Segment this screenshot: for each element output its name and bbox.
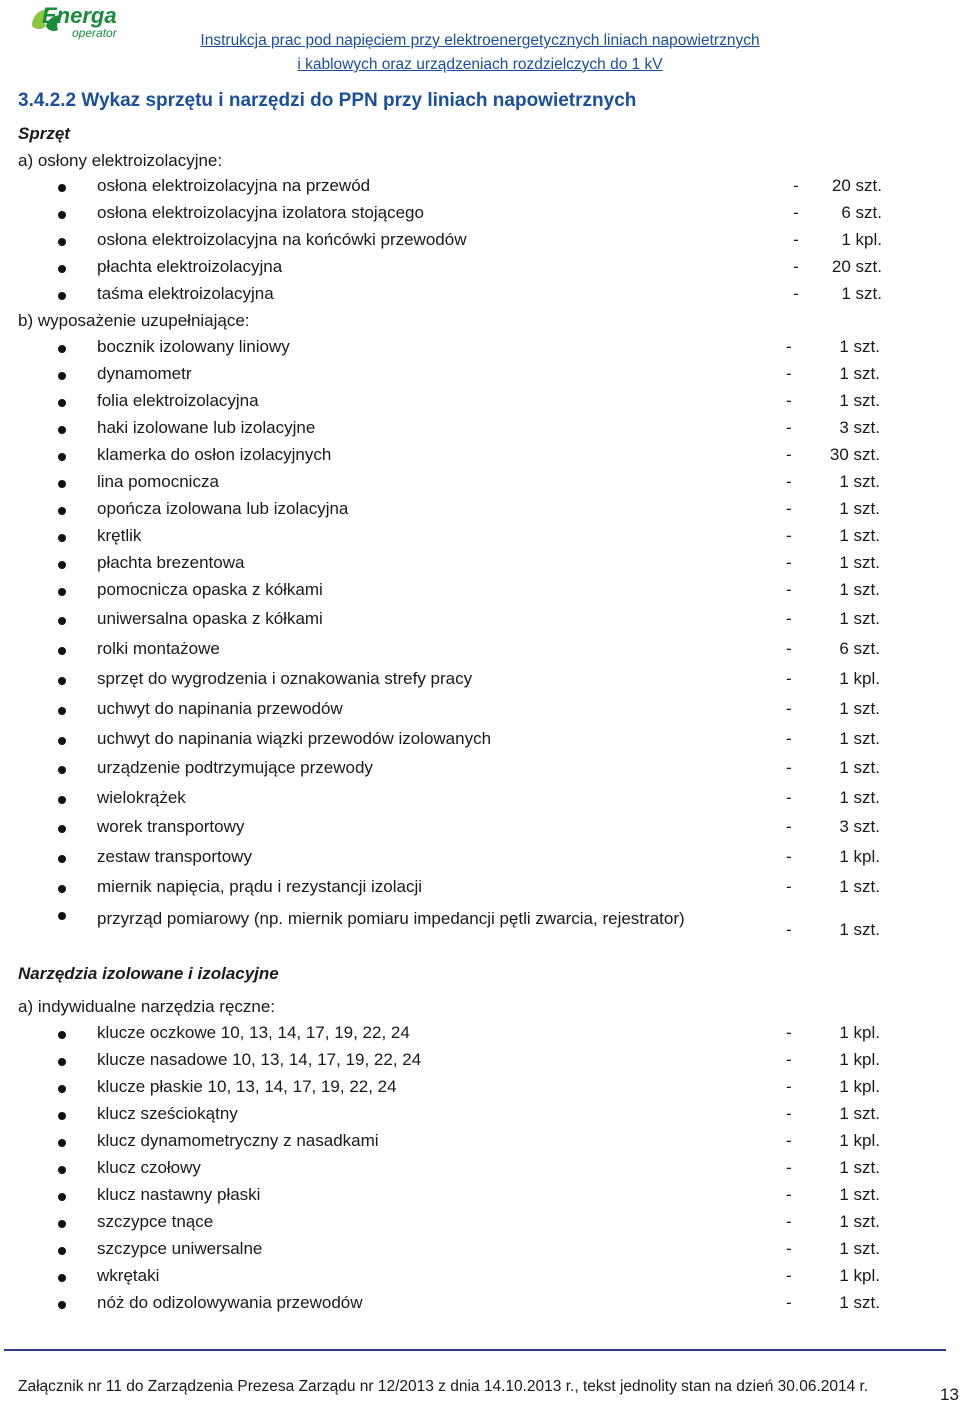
item-name: folia elektroizolacyjna [97, 391, 259, 410]
item-name: sprzęt do wygrodzenia i oznakowania strefy pracy [97, 669, 473, 688]
section-title: 3.4.2.2 Wykaz sprzętu i narzędzi do PPN przy liniach napowietrznych [18, 90, 637, 111]
item-dash: - [786, 920, 792, 939]
item-dash: - [786, 758, 792, 777]
footer-divider [4, 1349, 946, 1351]
item-name: przyrząd pomiarowy (np. miernik pomiaru impedancji pętli zwarcia, rejestrator) [97, 909, 685, 928]
item-dash: - [786, 1239, 792, 1258]
item-dash: - [786, 1050, 792, 1069]
list-item [0, 203, 960, 229]
item-quantity: 1 szt. [839, 1212, 880, 1231]
bullet-icon [58, 1085, 66, 1093]
item-dash: - [793, 176, 799, 195]
item-quantity: 1 szt. [839, 391, 880, 410]
item-quantity: 1 kpl. [839, 1266, 880, 1285]
item-quantity: 1 szt. [839, 1158, 880, 1177]
item-name: taśma elektroizolacyjna [97, 284, 274, 303]
item-name: wkrętaki [97, 1266, 160, 1285]
item-name: dynamometr [97, 364, 192, 383]
item-quantity: 1 szt. [839, 1239, 880, 1258]
list-item [0, 1266, 960, 1292]
bullet-icon [58, 480, 66, 488]
item-dash: - [786, 699, 792, 718]
item-name: zestaw transportowy [97, 847, 252, 866]
item-quantity: 1 szt. [839, 699, 880, 718]
list-item [0, 1023, 960, 1049]
footer-text: Załącznik nr 11 do Zarządzenia Prezesa Zarządu nr 12/2013 z dnia 14.10.2013 r., tekst jednolity stan na dzień 30.06.2014 r. [18, 1378, 869, 1395]
item-dash: - [786, 580, 792, 599]
item-dash: - [786, 1293, 792, 1312]
list-item [0, 847, 960, 873]
list-item [0, 877, 960, 903]
list-item [0, 472, 960, 498]
list-item [0, 337, 960, 363]
item-name: osłona elektroizolacyjna na przewód [97, 176, 371, 195]
list-item [0, 1104, 960, 1130]
item-quantity: 20 szt. [831, 257, 882, 276]
item-name: klucz nastawny płaski [97, 1185, 261, 1204]
bullet-icon [58, 647, 66, 655]
item-name: krętlik [97, 526, 142, 545]
bullet-icon [58, 912, 66, 920]
list-item [0, 817, 960, 843]
item-dash: - [786, 1266, 792, 1285]
item-quantity: 1 kpl. [839, 1023, 880, 1042]
list-item [0, 580, 960, 606]
item-quantity: 1 szt. [839, 1104, 880, 1123]
item-dash: - [786, 337, 792, 356]
bullet-icon [58, 617, 66, 625]
bullet-icon [58, 372, 66, 380]
item-name: szczypce uniwersalne [97, 1239, 263, 1258]
item-name: uchwyt do napinania wiązki przewodów izolowanych [97, 729, 492, 748]
list-item [0, 364, 960, 390]
bullet-icon [58, 677, 66, 685]
item-quantity: 1 szt. [839, 877, 880, 896]
item-dash: - [786, 817, 792, 836]
item-name: klucz czołowy [97, 1158, 201, 1177]
item-name: lina pomocnicza [97, 472, 219, 491]
bullet-icon [58, 399, 66, 407]
item-name: opończa izolowana lub izolacyjna [97, 499, 349, 518]
list-item [0, 788, 960, 814]
item-dash: - [786, 669, 792, 688]
item-dash: - [786, 499, 792, 518]
list-item [0, 445, 960, 471]
list-item [0, 639, 960, 665]
item-dash: - [793, 257, 799, 276]
item-quantity: 1 szt. [839, 580, 880, 599]
bullet-icon [58, 588, 66, 596]
item-quantity: 1 szt. [839, 553, 880, 572]
item-name: urządzenie podtrzymujące przewody [97, 758, 373, 777]
item-dash: - [793, 230, 799, 249]
item-name: pomocnicza opaska z kółkami [97, 580, 323, 599]
list-item [0, 553, 960, 579]
bullet-icon [58, 292, 66, 300]
item-quantity: 1 szt. [839, 758, 880, 777]
sprzet-category-a: a) osłony elektroizolacyjne: [18, 151, 223, 170]
bullet-icon [58, 766, 66, 774]
list-item [0, 1158, 960, 1184]
item-name: miernik napięcia, prądu i rezystancji izolacji [97, 877, 423, 896]
list-item [0, 257, 960, 283]
item-quantity: 1 kpl. [839, 1050, 880, 1069]
item-quantity: 1 szt. [839, 788, 880, 807]
bullet-icon [58, 1220, 66, 1228]
sprzet-category-b: b) wyposażenie uzupełniające: [18, 311, 250, 330]
item-dash: - [786, 788, 792, 807]
item-name: płachta elektroizolacyjna [97, 257, 283, 276]
list-item [0, 391, 960, 417]
item-name: klucze nasadowe 10, 13, 14, 17, 19, 22, 24 [97, 1050, 422, 1069]
item-dash: - [786, 1077, 792, 1096]
list-item [0, 1239, 960, 1265]
item-dash: - [786, 445, 792, 464]
item-name: klucze płaskie 10, 13, 14, 17, 19, 22, 24 [97, 1077, 397, 1096]
bullet-icon [58, 1166, 66, 1174]
item-quantity: 1 szt. [839, 526, 880, 545]
item-quantity: 1 szt. [839, 920, 880, 939]
logo-subtitle: operator [72, 26, 117, 40]
bullet-icon [58, 825, 66, 833]
item-name: klucze oczkowe 10, 13, 14, 17, 19, 22, 24 [97, 1023, 410, 1042]
list-item [0, 176, 960, 202]
bullet-icon [58, 345, 66, 353]
list-item [0, 729, 960, 755]
bullet-icon [58, 855, 66, 863]
logo-brand: Energa [42, 3, 117, 28]
bullet-icon [58, 184, 66, 192]
item-quantity: 1 szt. [839, 499, 880, 518]
bullet-icon [58, 1112, 66, 1120]
list-item [0, 1212, 960, 1238]
item-name: szczypce tnące [97, 1212, 214, 1231]
item-name: klucz sześciokątny [97, 1104, 238, 1123]
bullet-icon [58, 707, 66, 715]
bullet-icon [58, 1139, 66, 1147]
item-name: płachta brezentowa [97, 553, 245, 572]
item-dash: - [786, 526, 792, 545]
item-quantity: 6 szt. [841, 203, 882, 222]
list-item [0, 1185, 960, 1211]
bullet-icon [58, 211, 66, 219]
list-item [0, 1050, 960, 1076]
item-name: rolki montażowe [97, 639, 220, 658]
item-dash: - [786, 1023, 792, 1042]
item-dash: - [786, 609, 792, 628]
item-quantity: 1 kpl. [839, 847, 880, 866]
item-name: nóż do odizolowywania przewodów [97, 1293, 363, 1312]
bullet-icon [58, 265, 66, 273]
header-line-2: i kablowych oraz urządzeniach rozdzielczych do 1 kV [297, 56, 663, 73]
item-quantity: 20 szt. [831, 176, 882, 195]
item-name: klamerka do osłon izolacyjnych [97, 445, 332, 464]
list-item [0, 699, 960, 725]
item-name: wielokrążek [97, 788, 186, 807]
bullet-icon [58, 1031, 66, 1039]
bullet-icon [58, 1274, 66, 1282]
list-item [0, 609, 960, 635]
bullet-icon [58, 1247, 66, 1255]
item-dash: - [786, 847, 792, 866]
item-dash: - [786, 1131, 792, 1150]
item-name: klucz dynamometryczny z nasadkami [97, 1131, 379, 1150]
list-item [0, 669, 960, 695]
bullet-icon [58, 507, 66, 515]
item-quantity: 1 kpl. [839, 669, 880, 688]
bullet-icon [58, 426, 66, 434]
item-dash: - [786, 1212, 792, 1231]
bullet-icon [58, 1193, 66, 1201]
item-quantity: 1 kpl. [839, 1131, 880, 1150]
list-item [0, 284, 960, 310]
item-quantity: 1 szt. [839, 364, 880, 383]
narzedzia-heading: Narzędzia izolowane i izolacyjne [18, 964, 279, 983]
item-dash: - [786, 639, 792, 658]
list-item [0, 904, 960, 960]
item-dash: - [786, 1158, 792, 1177]
list-item [0, 418, 960, 444]
item-dash: - [793, 284, 799, 303]
item-dash: - [786, 364, 792, 383]
bullet-icon [58, 453, 66, 461]
item-dash: - [786, 1185, 792, 1204]
list-item [0, 1131, 960, 1157]
item-quantity: 1 szt. [839, 472, 880, 491]
bullet-icon [58, 885, 66, 893]
list-item [0, 499, 960, 525]
item-dash: - [786, 1104, 792, 1123]
bullet-icon [58, 1058, 66, 1066]
item-name: osłona elektroizolacyjna na końcówki przewodów [97, 230, 467, 249]
list-item [0, 1077, 960, 1103]
item-quantity: 1 kpl. [839, 1077, 880, 1096]
item-quantity: 1 szt. [839, 1185, 880, 1204]
bullet-icon [58, 238, 66, 246]
item-name: haki izolowane lub izolacyjne [97, 418, 316, 437]
item-dash: - [786, 553, 792, 572]
item-name: worek transportowy [97, 817, 245, 836]
item-quantity: 1 szt. [839, 729, 880, 748]
page-number: 13 [940, 1385, 959, 1404]
bullet-icon [58, 737, 66, 745]
bullet-icon [58, 534, 66, 542]
bullet-icon [58, 561, 66, 569]
item-dash: - [786, 729, 792, 748]
item-dash: - [786, 418, 792, 437]
item-quantity: 1 szt. [841, 284, 882, 303]
list-item [0, 758, 960, 784]
item-name: bocznik izolowany liniowy [97, 337, 290, 356]
sprzet-heading: Sprzęt [18, 124, 70, 143]
item-dash: - [793, 203, 799, 222]
item-quantity: 1 szt. [839, 609, 880, 628]
item-name: osłona elektroizolacyjna izolatora stojącego [97, 203, 424, 222]
item-name: uchwyt do napinania przewodów [97, 699, 343, 718]
item-quantity: 1 kpl. [841, 230, 882, 249]
item-quantity: 1 szt. [839, 1293, 880, 1312]
item-quantity: 30 szt. [829, 445, 880, 464]
narzedzia-category-a: a) indywidualne narzędzia ręczne: [18, 997, 276, 1016]
header-line-1: Instrukcja prac pod napięciem przy elektroenergetycznych liniach napowietrznych [200, 32, 760, 49]
item-name: uniwersalna opaska z kółkami [97, 609, 323, 628]
list-item [0, 526, 960, 552]
item-quantity: 3 szt. [839, 817, 880, 836]
item-dash: - [786, 472, 792, 491]
list-item [0, 230, 960, 256]
item-quantity: 3 szt. [839, 418, 880, 437]
item-dash: - [786, 391, 792, 410]
item-quantity: 6 szt. [839, 639, 880, 658]
item-dash: - [786, 877, 792, 896]
item-quantity: 1 szt. [839, 337, 880, 356]
bullet-icon [58, 1301, 66, 1309]
list-item [0, 1293, 960, 1319]
bullet-icon [58, 796, 66, 804]
